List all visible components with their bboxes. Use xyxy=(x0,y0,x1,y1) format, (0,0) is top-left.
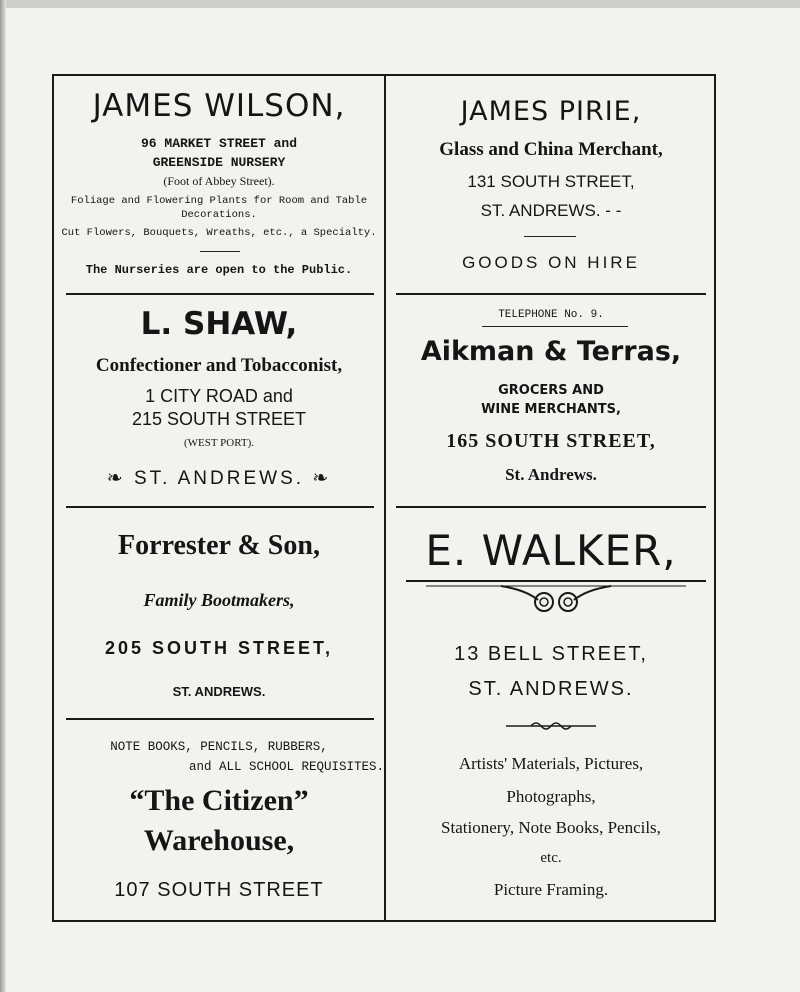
walker-line2: Photographs, xyxy=(506,787,596,806)
shaw-west-port: (WEST PORT). xyxy=(183,437,255,449)
shaw-address-line2: 215 SOUTH STREET xyxy=(131,409,307,429)
scroll-ornament-icon xyxy=(406,578,706,618)
citizen-line2: and ALL SCHOOL REQUISITES. xyxy=(188,760,384,774)
wilson-foot-note: (Foot of Abbey Street). xyxy=(163,174,275,188)
wilson-short-rule xyxy=(200,251,240,252)
pirie-town: ST. ANDREWS. - - xyxy=(480,201,622,220)
citizen-name-line1: “The Citizen” xyxy=(129,784,309,817)
forrester-trade: Family Bootmakers, xyxy=(143,590,295,610)
wilson-foliage-line1: Foliage and Flowering Plants for Room and Table xyxy=(70,195,368,207)
divider-left-1 xyxy=(66,293,374,295)
forrester-address: 205 SOUTH STREET, xyxy=(104,638,334,658)
forrester-town: ST. ANDREWS. xyxy=(172,684,266,699)
shaw-address-line1: 1 CITY ROAD and xyxy=(145,386,293,406)
shaw-name: L. SHAW, xyxy=(140,306,298,342)
wilson-name: JAMES WILSON, xyxy=(92,88,346,124)
pirie-address: 131 SOUTH STREET, xyxy=(467,172,635,191)
wilson-address-line2: GREENSIDE NURSERY xyxy=(152,155,286,170)
fleuron-right-icon: ❧ xyxy=(312,468,332,489)
walker-line5: Picture Framing. xyxy=(493,880,609,899)
aikman-trade-line2: WINE MERCHANTS, xyxy=(481,402,621,417)
walker-line3: Stationery, Note Books, Pencils, xyxy=(441,818,661,837)
shaw-town-line xyxy=(54,467,384,490)
wilson-foliage-line2: Decorations. xyxy=(181,209,257,221)
pirie-trade: Glass and China Merchant, xyxy=(439,139,663,160)
wilson-public-note: The Nurseries are open to the Public. xyxy=(85,263,353,277)
aikman-trade-line1: GROCERS AND xyxy=(498,383,604,398)
pirie-name: JAMES PIRIE, xyxy=(460,96,642,127)
pirie-goods-on-hire: GOODS ON HIRE xyxy=(462,253,640,272)
wilson-address-line1: 96 MARKET STREET and xyxy=(140,136,298,151)
citizen-name-line2: Warehouse, xyxy=(143,824,295,857)
walker-address: 13 BELL STREET, xyxy=(454,643,648,665)
aikman-name: Aikman & Terras, xyxy=(420,336,682,367)
citizen-line1: NOTE BOOKS, PENCILS, RUBBERS, xyxy=(110,740,328,754)
aikman-town: St. Andrews. xyxy=(505,465,597,484)
pirie-short-rule xyxy=(524,236,576,237)
page-edge xyxy=(0,0,800,8)
walker-line4: etc. xyxy=(540,850,562,866)
walker-line1: Artists' Materials, Pictures, xyxy=(458,754,644,773)
fleuron-left-icon: ❧ xyxy=(106,468,126,489)
divider-right-1 xyxy=(396,293,706,295)
aikman-address: 165 SOUTH STREET, xyxy=(446,430,656,452)
walker-name: E. WALKER, xyxy=(425,526,677,575)
forrester-name: Forrester & Son, xyxy=(118,530,320,561)
walker-town: ST. ANDREWS. xyxy=(468,678,634,700)
shaw-town: ST. ANDREWS. xyxy=(133,468,305,489)
small-flourish-icon xyxy=(506,720,596,732)
citizen-address: 107 SOUTH STREET xyxy=(114,879,324,901)
wilson-specialty: Cut Flowers, Bouquets, Wreaths, etc., a Specialty. xyxy=(61,227,377,239)
divider-left-2 xyxy=(66,506,374,508)
divider-right-2 xyxy=(396,506,706,508)
page-binding-shadow xyxy=(0,0,6,992)
aikman-telephone: TELEPHONE No. 9. xyxy=(498,309,604,321)
aikman-telephone-rule xyxy=(482,326,628,327)
divider-left-3 xyxy=(66,718,374,720)
shaw-trade: Confectioner and Tobacconist, xyxy=(95,355,343,376)
